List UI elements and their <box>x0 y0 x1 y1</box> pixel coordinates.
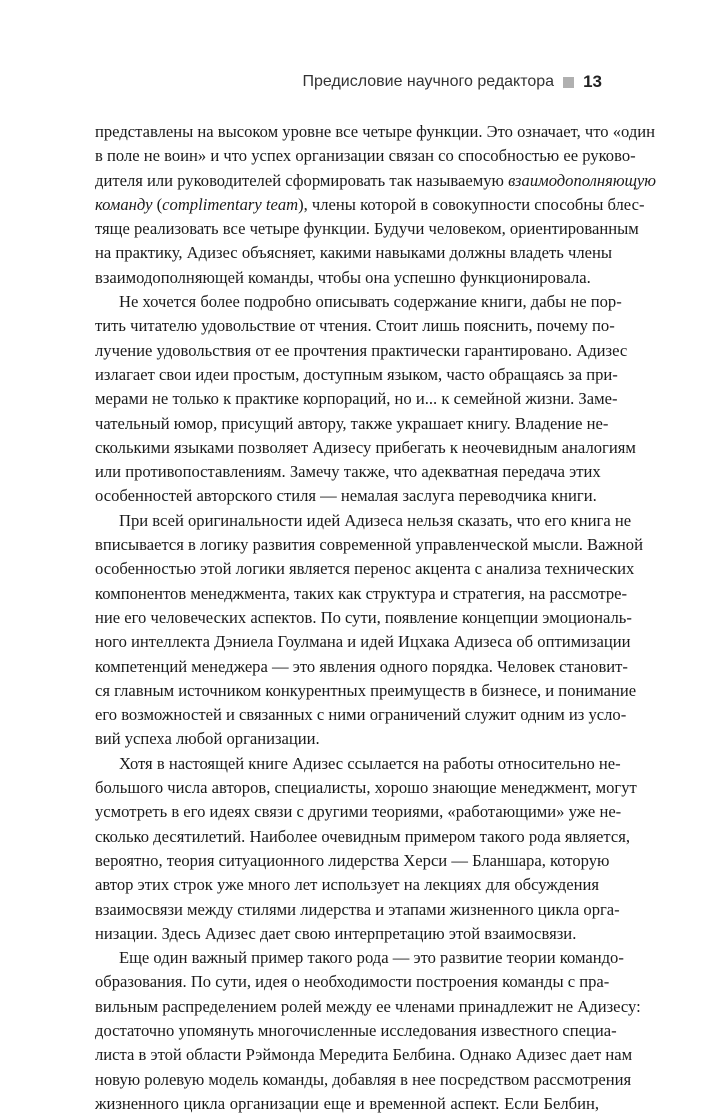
text-line <box>95 266 599 290</box>
text-line <box>95 387 618 411</box>
text-run: представлены на высоком уровне все четыре функции. Это означает, что «один <box>95 122 656 141</box>
text-run: ного интеллекта Дэниела Гоулмана и идей Ицхака Адизеса об оптимизации <box>95 632 631 652</box>
body-text <box>95 120 656 1116</box>
text-line <box>95 800 622 824</box>
text-run: Не хочется более подробно описывать содержание книги, дабы не пор- <box>119 292 622 312</box>
text-run: тяще реализовать все четыре функции. Будучи человеком, ориентированным <box>95 219 639 239</box>
paragraph <box>95 290 636 509</box>
text-run: ся главным источником конкурентных преимуществ в бизнесе, и понимание <box>95 680 637 700</box>
paragraph <box>95 509 643 752</box>
text-line <box>95 995 641 1019</box>
text-line <box>95 582 628 606</box>
text-run: Еще один важный пример такого рода — это развитие теории командо- <box>119 948 624 968</box>
text-run: компонентов менеджмента, таких как структура и стратегия, на рассмотре- <box>95 583 628 603</box>
text-line <box>95 339 628 363</box>
text-run: низации. Здесь Адизес дает свою интерпретацию этой взаимосвязи. <box>95 923 577 943</box>
text-run: сколько десятилетий. Наиболее очевидным примером такого рода является, <box>95 826 631 846</box>
text-run: автор этих строк уже много лет использует на лекциях для обсуждения <box>95 875 599 895</box>
text-line <box>95 655 628 679</box>
text-line <box>95 849 610 873</box>
text-line <box>95 1068 632 1092</box>
text-line <box>95 217 639 241</box>
text-run: ( <box>152 194 163 214</box>
text-run: жизненного цикла организации еще и временной аспект. Если Белбин, <box>95 1093 599 1113</box>
text-line <box>95 873 599 897</box>
text-line <box>95 193 645 217</box>
text-line <box>95 412 609 436</box>
text-run: вписывается в логику развития современной управленческой мысли. Важной <box>95 535 643 555</box>
text-line <box>95 509 632 533</box>
page-number: 13 <box>583 72 602 91</box>
text-line <box>95 120 656 144</box>
text-line <box>95 606 632 630</box>
text-run: усмотреть в его идеях связи с другими теориями, «работающими» уже не- <box>95 802 622 822</box>
text-run: на практику, Адизес объясняет, какими навыками должны владеть члены <box>95 243 612 263</box>
text-run: вильным распределением ролей между ее членами принадлежит не Адизесу: <box>95 996 641 1016</box>
text-run: тить читателю удовольствие от чтения. Стоит лишь пояснить, почему по- <box>95 316 615 336</box>
text-line <box>95 946 624 970</box>
running-head <box>303 72 603 92</box>
text-line <box>95 922 599 946</box>
text-line <box>95 727 599 751</box>
text-run: листа в этой области Рэймонда Мередита Белбина. Однако Адизес дает нам <box>95 1045 633 1065</box>
paragraph <box>95 752 637 946</box>
text-run: сколькими языками позволяет Адизесу прибегать к неочевидным аналогиям <box>95 437 636 457</box>
text-line <box>95 557 635 581</box>
text-run: дителя или руководителей сформировать так называемую <box>95 170 509 190</box>
text-line <box>95 776 637 800</box>
text-run: мерами не только к практике корпораций, но и... к семейной жизни. Заме- <box>95 389 618 409</box>
text-line <box>95 314 615 338</box>
text-run: в поле не воин» и что успех организации связан со способностью ее руково- <box>95 146 636 166</box>
text-run: взаимосвязи между стилями лидерства и этапами жизненного цикла орга- <box>95 899 620 919</box>
text-run: большого числа авторов, специалисты, хорошо знающие менеджмент, могут <box>95 778 637 798</box>
text-run: достаточно упомянуть многочисленные исследования известного специа- <box>95 1020 617 1040</box>
text-line <box>95 1092 599 1116</box>
text-run: взаимодополняющей команды, чтобы она успешно функционировала. <box>95 267 591 287</box>
text-run: чательный юмор, присущий автору, также украшает книгу. Владение не- <box>95 413 609 433</box>
text-line <box>95 679 637 703</box>
text-run: Хотя в настоящей книге Адизес ссылается на работы относительно не- <box>119 753 621 773</box>
text-line <box>95 1043 633 1067</box>
paragraph <box>95 946 641 1116</box>
text-line <box>95 436 636 460</box>
text-line <box>95 970 610 994</box>
text-run: лучение удовольствия от ее прочтения практически гарантировано. Адизес <box>95 340 628 360</box>
italic-run: complimentary team <box>162 194 299 214</box>
text-run: особенностей авторского стиля — немалая заслуга переводчика книги. <box>95 486 597 506</box>
text-line <box>95 363 618 387</box>
text-line <box>95 825 631 849</box>
text-run: или противопоставлениям. Замечу также, что адекватная передача этих <box>95 462 601 482</box>
paragraph <box>95 120 656 290</box>
text-line <box>95 630 631 654</box>
text-run: новую ролевую модель команды, добавляя в нее посредством рассмотрения <box>95 1069 632 1089</box>
text-line <box>95 752 621 776</box>
section-title: Предисловие научного редактора <box>302 73 555 90</box>
text-line <box>95 1019 617 1043</box>
italic-run: взаимодополняющую <box>508 170 656 190</box>
text-run: вероятно, теория ситуационного лидерства Херси — Бланшара, которую <box>95 850 610 870</box>
text-line <box>95 703 627 727</box>
text-line <box>95 898 620 922</box>
text-line <box>95 484 599 508</box>
text-run: вий успеха любой организации. <box>95 729 320 749</box>
text-run: излагает свои идеи простым, доступным языком, часто обращаясь за при- <box>95 364 618 384</box>
text-run: При всей оригинальности идей Адизеса нельзя сказать, что его книга не <box>119 510 632 530</box>
italic-run: команду <box>95 194 153 214</box>
text-line <box>95 290 622 314</box>
text-run: его возможностей и связанных с ними ограничений служит одним из усло- <box>95 705 627 725</box>
text-line <box>95 169 656 193</box>
text-run: образования. По сути, идея о необходимости построения команды с пра- <box>95 972 610 992</box>
text-run: ние его человеческих аспектов. По сути, появление концепции эмоциональ- <box>95 607 632 627</box>
separator-square-icon <box>563 77 574 88</box>
text-run: компетенций менеджера — это явления одного порядка. Человек становит- <box>95 656 628 676</box>
text-line <box>95 144 636 168</box>
text-line <box>95 460 599 484</box>
text-run: ), члены которой в совокупности способны блес- <box>298 194 645 214</box>
text-line <box>95 241 612 265</box>
text-run: особенностью этой логики является перенос акцента с анализа технических <box>95 559 635 579</box>
text-line <box>95 533 643 557</box>
